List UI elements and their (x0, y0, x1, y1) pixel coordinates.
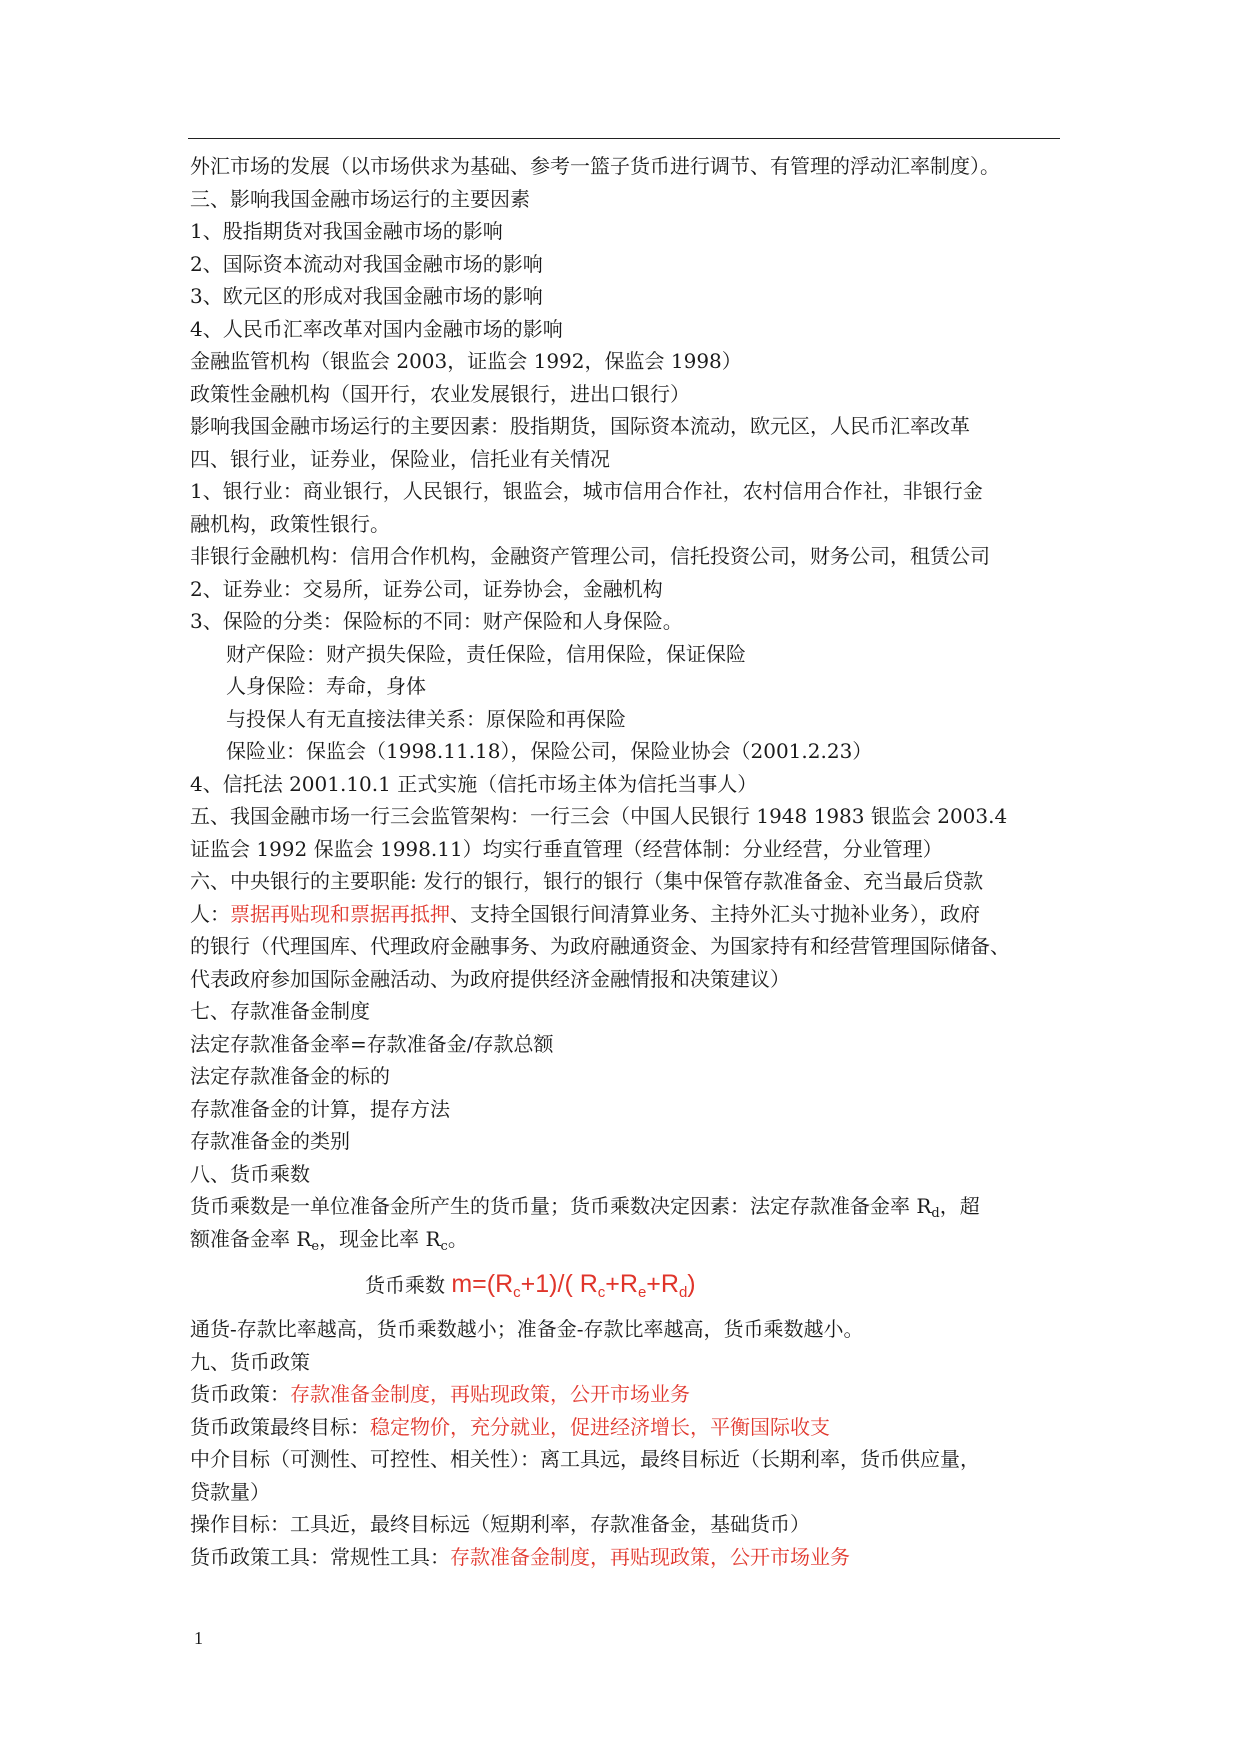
formula-label: 货币乘数 (365, 1273, 452, 1297)
subscript: c (440, 1238, 448, 1254)
highlighted-text: 稳定物价，充分就业，促进经济增长，平衡国际收支 (370, 1414, 830, 1439)
section-heading: 八、货币乘数 (190, 1161, 310, 1186)
text-line: 4、信托法 2001.10.1 正式实施（信托市场主体为信托当事人） (190, 771, 758, 796)
subscript: c (513, 1284, 521, 1301)
text-line: 代表政府参加国际金融活动、为政府提供经济金融情报和决策建议） (190, 966, 790, 991)
section-heading: 七、存款准备金制度 (190, 999, 370, 1023)
text-line: 贷款量） (190, 1479, 270, 1504)
text-line: 影响我国金融市场运行的主要因素：股指期货，国际资本流动，欧元区，人民币汇率改革 (190, 414, 970, 438)
text-line: 2、证券业：交易所，证券公司，证券协会，金融机构 (190, 576, 663, 601)
text-line: 政策性金融机构（国开行，农业发展银行，进出口银行） (190, 381, 690, 406)
formula-part: +R (646, 1270, 679, 1298)
formula-part: m=(R (451, 1270, 514, 1298)
formula-part: +1)/( R (520, 1270, 598, 1298)
section-heading: 九、货币政策 (190, 1349, 310, 1374)
policy-tools-line (190, 1541, 1070, 1574)
text-segment: 、支持全国银行间清算业务、主持外汇头寸抛补业务），政府 (450, 901, 980, 926)
indented-line: 人身保险：寿命，身体 (226, 674, 426, 698)
text-segment: 货币政策工具：常规性工具： (190, 1544, 450, 1569)
text-line: 证监会 1992 保监会 1998.11）均实行垂直管理（经营体制：分业经营，分业管理） (190, 836, 943, 861)
text-line: 融机构，政策性银行。 (190, 511, 390, 536)
subscript: e (637, 1284, 647, 1301)
text-segment: 货币乘数是一单位准备金所产生的货币量；货币乘数决定因素：法定存款准备金率 R (190, 1194, 932, 1218)
formula-expression (451, 1270, 696, 1301)
section-heading: 六、中央银行的主要职能: 发行的银行，银行的银行（集中保管存款准备金、充当最后贷款 (190, 869, 984, 893)
text-line: 法定存款准备金率=存款准备金/存款总额 (190, 1031, 554, 1056)
text-line: 非银行金融机构：信用合作机构，金融资产管理公司，信托投资公司，财务公司，租赁公司 (190, 544, 990, 568)
indented-line: 与投保人有无直接法律关系：原保险和再保险 (226, 706, 626, 731)
subscript: d (678, 1284, 688, 1301)
text-line: 通货-存款比率越高，货币乘数越小；准备金-存款比率越高，货币乘数越小。 (190, 1317, 864, 1341)
formula-part: +R (605, 1270, 638, 1298)
subscript: c (597, 1284, 606, 1301)
text-line: 3、保险的分类：保险标的不同：财产保险和人身保险。 (190, 609, 683, 633)
text-segment: 货币政策最终目标： (190, 1414, 370, 1439)
policy-line (190, 1378, 1070, 1411)
text-line: 存款准备金的类别 (190, 1129, 350, 1153)
text-segment: ，现金比率 R (319, 1226, 441, 1251)
text-segment: 额准备金率 R (190, 1226, 312, 1251)
text-line: 操作目标：工具近，最终目标远（短期利率，存款准备金，基础货币） (190, 1512, 810, 1536)
highlighted-text: 存款准备金制度，再贴现政策，公开市场业务 (290, 1382, 690, 1406)
text-line: 的银行（代理国库、代理政府金融事务、为政府融通资金、为国家持有和经营管理国际储备、 (190, 934, 1010, 958)
text-line: 1、银行业：商业银行，人民银行，银监会，城市信用合作社，农村信用合作社，非银行金 (190, 479, 983, 503)
policy-goal-line (190, 1411, 1070, 1444)
highlighted-text: 票据再贴现和票据再抵押 (230, 901, 450, 926)
text-segment: ，超 (939, 1194, 980, 1218)
text-line: 法定存款准备金的标的 (190, 1064, 390, 1088)
text-line: 金融监管机构（银监会 2003，证监会 1992，保监会 1998） (190, 349, 742, 373)
text-line: 3、欧元区的形成对我国金融市场的影响 (190, 284, 543, 308)
text-segment: 人： (190, 901, 230, 926)
money-multiplier-formula (190, 1264, 1070, 1305)
text-line: 外汇市场的发展（以市场供求为基础、参考一篮子货币进行调节、有管理的浮动汇率制度）。 (190, 154, 1000, 178)
text-segment: 。 (447, 1226, 468, 1251)
section-heading: 四、银行业，证券业，保险业，信托业有关情况 (190, 446, 610, 471)
text-line: 1、股指期货对我国金融市场的影响 (190, 219, 503, 243)
text-line-with-highlight (190, 898, 1070, 931)
multiplier-line-1 (190, 1190, 1070, 1223)
subscript: e (311, 1238, 320, 1254)
text-segment: 货币政策： (190, 1382, 290, 1406)
formula-part: ) (687, 1270, 696, 1298)
text-line: 2、国际资本流动对我国金融市场的影响 (190, 251, 543, 276)
section-heading: 五、我国金融市场一行三会监管架构：一行三会（中国人民银行 1948 1983 银监会 2003.4 (190, 804, 1008, 828)
multiplier-line-2 (190, 1223, 1070, 1256)
page-number: 1 (194, 1628, 203, 1648)
document-body (190, 150, 1070, 1573)
indented-line: 保险业：保监会（1998.11.18），保险公司，保险业协会（2001.2.23） (226, 739, 873, 763)
header-rule (188, 138, 1060, 139)
highlighted-text: 存款准备金制度，再贴现政策，公开市场业务 (450, 1544, 850, 1569)
section-heading: 三、影响我国金融市场运行的主要因素 (190, 186, 530, 211)
text-line: 中介目标（可测性、可控性、相关性）：离工具远，最终目标近（长期利率，货币供应量， (190, 1447, 980, 1471)
text-line: 存款准备金的计算，提存方法 (190, 1096, 450, 1121)
indented-line: 财产保险：财产损失保险，责任保险，信用保险，保证保险 (226, 641, 746, 666)
text-line: 4、人民币汇率改革对国内金融市场的影响 (190, 316, 563, 341)
subscript: d (931, 1206, 940, 1221)
